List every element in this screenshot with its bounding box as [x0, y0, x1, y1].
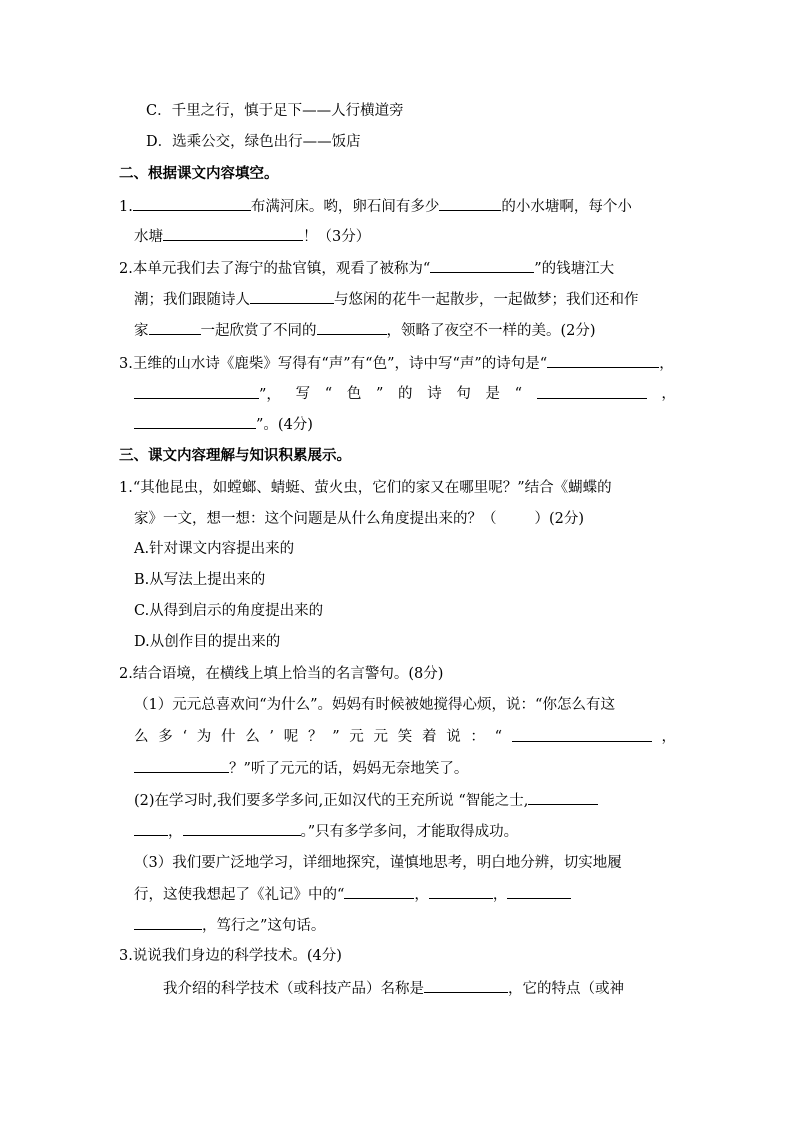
s3-q2-p2-line1 [134, 789, 598, 812]
text: 元 [373, 729, 389, 745]
blank [134, 413, 256, 429]
text: 写 [295, 386, 311, 402]
s2-q3-line2 [134, 383, 676, 406]
text: 么 [134, 729, 149, 745]
text: ， [168, 824, 183, 840]
s3-q2-p1-line3 [134, 757, 468, 780]
question-number: 1. [119, 199, 133, 215]
s3-q2-intro: 2.结合语境，在横线上填上恰当的名言警句。(8分) [119, 666, 444, 682]
s3-q1-option-b: B.从写法上提出来的 [134, 572, 266, 588]
blank [429, 883, 493, 899]
blank [134, 383, 259, 399]
s3-q1-line1: 1.“其他昆虫，如螳螂、蜻蜓、萤火虫，它们的家又在哪里呢？”结合《蝴蝶的 [119, 480, 612, 496]
s3-q1-option-a: A.针对课文内容提出来的 [134, 541, 295, 557]
text: ？ [307, 729, 323, 745]
text: ， [659, 356, 674, 372]
s3-q2-p1-line1: （1）元元总喜欢问“为什么”。妈妈有时候被她搅得心烦，说：“你怎么有这 [134, 697, 615, 713]
text: 句 [456, 386, 471, 402]
text: 着 [421, 729, 437, 745]
text: 我介绍的科学技术（或科技产品）名称是 [163, 981, 424, 997]
s2-q2-line1 [119, 257, 614, 280]
text: 诗 [427, 386, 442, 402]
text: “ [494, 729, 503, 745]
s3-q2-p2-line2 [134, 820, 518, 843]
text: 与悠闲的花牛一起散步，一起做梦；我们还和作 [334, 292, 639, 308]
text: 元 [349, 729, 364, 745]
option-c: C．千里之行，慎于足下——人行横道旁 [146, 103, 404, 119]
text: 3.王维的山水诗《鹿柴》写得有“声”有“色”，诗中写“声”的诗句是“ [119, 356, 548, 372]
blank [133, 195, 251, 211]
s3-q2-p3-line2 [134, 883, 571, 906]
blank [250, 288, 334, 304]
blank [439, 195, 501, 211]
s3-q2-p3-line3 [134, 914, 325, 937]
s3-q2-p1-line2 [134, 726, 676, 748]
text: 布满河床。哟，卵石间有多少 [250, 199, 440, 215]
blank [430, 257, 534, 273]
section-3-heading: 三、课文内容理解与知识积累展示。 [119, 447, 351, 464]
text: 笑 [397, 729, 413, 745]
text: “ [514, 386, 523, 402]
text: 多 [158, 729, 173, 745]
s3-q1-option-c: C.从得到启示的角度提出来的 [134, 603, 324, 619]
text: 。”只有多学多问，才能取得成功。 [300, 824, 519, 840]
text: ，它的特点（或神 [508, 981, 624, 997]
blank [134, 914, 202, 930]
blank [163, 225, 303, 241]
text: (2)在学习时,我们要多学多问,正如汉代的王充所说 “智能之士, [134, 793, 529, 809]
option-d: D．选乘公交，绿色出行——饭店 [146, 134, 361, 150]
text: 家》一文，想一想：这个问题是从什么角度提出来的？（ [134, 511, 497, 527]
text: ’ [269, 729, 275, 745]
blank [317, 319, 387, 335]
text: 行，这使我想起了《礼记》中的“ [134, 887, 345, 903]
blank [344, 883, 414, 899]
text: ” [332, 729, 340, 745]
s3-q1-option-d: D.从创作目的提出来的 [134, 634, 281, 650]
text: ”的钱塘江大 [534, 261, 615, 277]
blank [547, 352, 659, 368]
blank [134, 757, 229, 773]
s2-q2-line2 [134, 288, 639, 311]
text: ： [470, 729, 485, 745]
text: ？”听了元元的话，妈妈无奈地笑了。 [229, 761, 469, 777]
text: ”， [259, 387, 281, 403]
text: 色 [346, 386, 362, 402]
text: ，笃行之”这句话。 [202, 918, 326, 934]
blank [528, 789, 598, 805]
text: ”。(4分) [256, 417, 313, 433]
s2-q1-line2 [134, 225, 370, 248]
blank [183, 820, 301, 836]
s3-q2-p3-line1: （3）我们要广泛地学习，详细地探究，谨慎地思考，明白地分辨，切实地履 [134, 855, 622, 871]
text: ！（3分） [303, 229, 371, 245]
text: ， [414, 887, 429, 903]
text: ， [492, 887, 508, 903]
text: 么 [245, 729, 260, 745]
blank [134, 820, 168, 836]
blank [149, 319, 201, 335]
text: ）(2分) [534, 511, 585, 527]
text: 潮；我们跟随诗人 [134, 292, 250, 308]
text: ” [375, 386, 384, 402]
text: “ [324, 386, 333, 402]
text: 说 [446, 729, 461, 745]
s3-q3-title: 3.说说我们身边的科学技术。(4分) [119, 948, 342, 964]
text: 一起欣赏了不同的 [200, 323, 317, 339]
text: ， [661, 729, 676, 745]
blank [424, 977, 508, 993]
text: ， [661, 386, 676, 402]
s3-q1-line2 [134, 508, 584, 530]
text: 的小水塘啊，每个小 [501, 199, 632, 215]
text: 是 [485, 386, 501, 402]
text: 家 [134, 323, 149, 339]
text: ，领略了夜空不一样的美。(2分) [386, 323, 596, 339]
text: 水塘 [134, 229, 163, 245]
blank [507, 883, 571, 899]
section-2-heading: 二、根据课文内容填空。 [119, 165, 279, 182]
s2-q1-line1 [119, 195, 632, 218]
text: 2.本单元我们去了海宁的盐官镇，观看了被称为“ [119, 261, 431, 277]
text: 什 [220, 729, 236, 745]
s2-q3-line1 [119, 352, 674, 375]
s2-q3-line3 [134, 413, 313, 436]
text: 为 [196, 729, 212, 745]
s3-q3-line1 [163, 977, 624, 1000]
blank [512, 726, 652, 742]
text: 的 [398, 386, 413, 402]
blank [537, 383, 647, 399]
text: 呢 [283, 729, 299, 745]
s2-q2-line3 [134, 319, 596, 342]
text: ‘ [182, 729, 188, 745]
